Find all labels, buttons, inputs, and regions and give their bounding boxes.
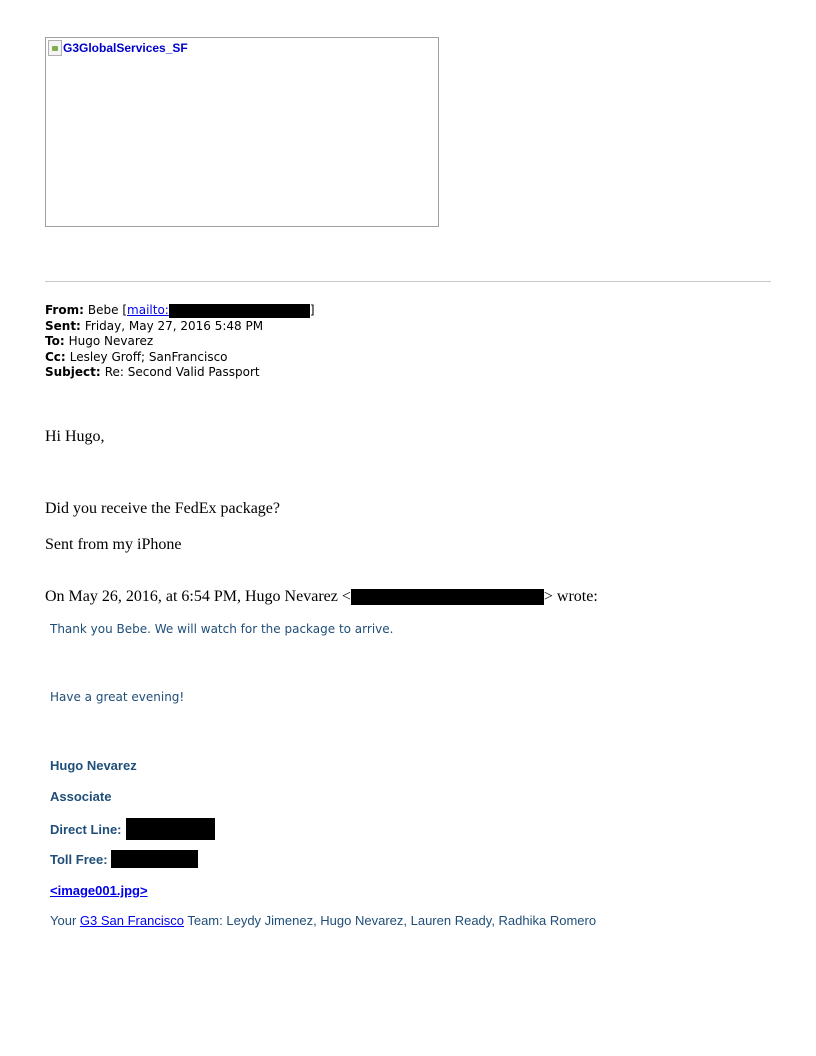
header-divider	[45, 281, 771, 282]
to-line	[45, 334, 315, 350]
quoted-evening: Have a great evening!	[50, 690, 185, 704]
redacted-direct-line	[126, 818, 215, 840]
cc-line	[45, 350, 315, 366]
to-value: Hugo Nevarez	[68, 334, 154, 348]
cc-label: Cc:	[45, 349, 66, 364]
mailto-link[interactable]: mailto:	[127, 303, 169, 317]
quote-suffix: > wrote:	[543, 588, 598, 605]
quoted-thanks: Thank you Bebe. We will watch for the package to arrive.	[50, 622, 394, 636]
email-header	[45, 303, 315, 381]
from-label: From:	[45, 303, 84, 317]
subject-label: Subject:	[45, 365, 101, 379]
redacted-sender-email	[351, 589, 544, 605]
team-prefix: Your	[50, 913, 77, 928]
logo-alt-text	[48, 40, 188, 56]
subject-line	[45, 365, 315, 381]
to-label: To:	[45, 334, 65, 348]
g3-san-francisco-link[interactable]: G3 San Francisco	[79, 913, 184, 928]
from-name: Bebe [	[87, 303, 128, 317]
image-link-row	[50, 883, 148, 898]
signature-name: Hugo Nevarez	[50, 758, 137, 773]
direct-line-label: Direct Line:	[50, 821, 122, 837]
signature-title: Associate	[50, 789, 112, 804]
quote-prefix: On May 26, 2016, at 6:54 PM, Hugo Nevarez <	[45, 588, 351, 605]
broken-image-icon	[48, 40, 62, 56]
redacted-email	[169, 304, 310, 318]
image001-link[interactable]: <image001.jpg>	[50, 883, 148, 898]
toll-free-row	[50, 850, 198, 868]
sent-label: Sent:	[45, 318, 81, 333]
greeting: Hi Hugo,	[45, 428, 105, 445]
logo-image-frame	[45, 37, 439, 227]
subject-value: Re: Second Valid Passport	[104, 365, 260, 379]
toll-free-label: Toll Free:	[50, 851, 108, 867]
sent-from-iphone: Sent from my iPhone	[45, 536, 182, 553]
from-line	[45, 303, 315, 319]
team-suffix: Team: Leydy Jimenez, Hugo Nevarez, Lauren Ready, Radhika Romero	[187, 913, 597, 928]
sent-value: Friday, May 27, 2016 5:48 PM	[84, 318, 264, 333]
quote-attribution	[45, 588, 598, 606]
cc-value: Lesley Groff; SanFrancisco	[69, 349, 228, 364]
redacted-toll-free	[111, 850, 198, 868]
sent-line	[45, 319, 315, 335]
logo-alt-label: G3GlobalServices_SF	[63, 41, 188, 55]
from-close-bracket: ]	[309, 303, 315, 317]
direct-line-row	[50, 818, 215, 840]
question-text: Did you receive the FedEx package?	[45, 500, 281, 517]
team-line	[50, 913, 596, 928]
